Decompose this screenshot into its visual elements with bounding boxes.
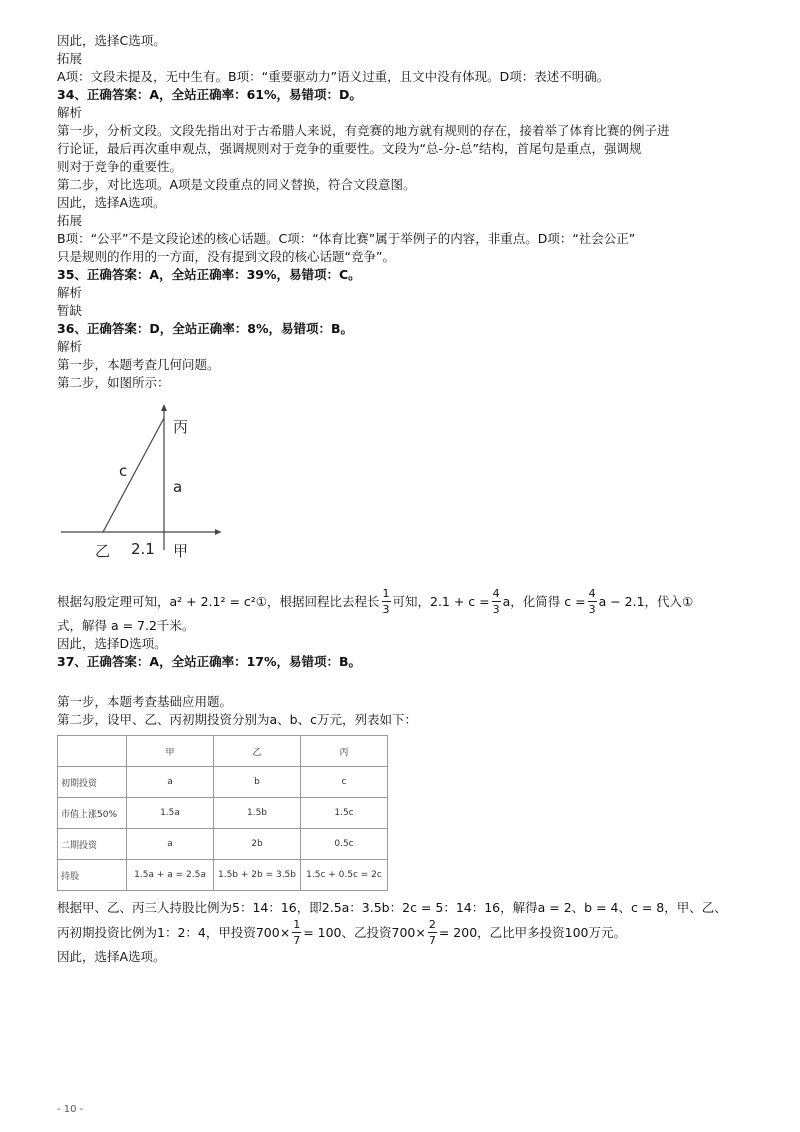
text-line: 只是规则的作用的一方面，没有提到文段的核心话题“竞争”。 bbox=[57, 249, 395, 264]
table-cell: 0.5c bbox=[301, 829, 388, 860]
text-segment: 根据勾股定理可知，a² + 2.1² = c²①，根据回程比去程长 bbox=[57, 593, 380, 609]
table-cell: 乙 bbox=[214, 736, 301, 767]
text-line: 暂缺 bbox=[57, 303, 83, 318]
fraction-numerator: 4 bbox=[588, 587, 596, 600]
table-cell: b bbox=[214, 767, 301, 798]
math-line bbox=[57, 917, 757, 948]
text-segment: a − 2.1，代入① bbox=[598, 593, 694, 609]
text-segment: a，化简得 c = bbox=[502, 593, 586, 609]
text-segment: = 100、乙投资700× bbox=[303, 924, 426, 940]
spacer bbox=[57, 671, 757, 693]
table-cell: c bbox=[301, 767, 388, 798]
text-line: 因此，选择A选项。 bbox=[57, 195, 166, 210]
table-cell: 1.5c + 0.5c = 2c bbox=[301, 860, 388, 891]
table-cell bbox=[58, 736, 127, 767]
fraction bbox=[588, 586, 597, 617]
table-row bbox=[58, 798, 388, 829]
label-yi: 乙 bbox=[95, 542, 111, 560]
text-line: 因此，选择C选项。 bbox=[57, 33, 166, 48]
q37-header: 37、正确答案：A，全站正确率：17%，易错项：B。 bbox=[57, 654, 362, 669]
table-cell: 二期投资 bbox=[58, 829, 127, 860]
label-a: a bbox=[173, 478, 183, 496]
table-cell: a bbox=[127, 829, 214, 860]
text-segment: 可知，2.1 + c = bbox=[392, 593, 490, 609]
section-label: 解析 bbox=[57, 339, 83, 354]
label-c: c bbox=[119, 462, 128, 480]
text-line: 第一步，本题考查基础应用题。 bbox=[57, 694, 233, 709]
fraction-denominator: 3 bbox=[588, 603, 596, 616]
table-cell: 1.5b bbox=[214, 798, 301, 829]
text-segment: 丙初期投资比例为1：2：4，甲投资700× bbox=[57, 924, 291, 940]
fraction-denominator: 3 bbox=[382, 603, 390, 616]
table-cell: 1.5c bbox=[301, 798, 388, 829]
fraction bbox=[292, 917, 301, 948]
text-line: 则对于竞争的重要性。 bbox=[57, 159, 183, 174]
table-cell: 1.5a + a = 2.5a bbox=[127, 860, 214, 891]
text-line: A项：文段未提及，无中生有。B项：“重要驱动力”语义过重，且文中没有体现。D项：表述不明确。 bbox=[57, 69, 610, 84]
table-row bbox=[58, 767, 388, 798]
table-cell: 丙 bbox=[301, 736, 388, 767]
text-line: 行论证，最后再次重申观点，强调规则对于竞争的重要性。文段为“总-分-总”结构，首尾句是重点，强调规 bbox=[57, 141, 642, 156]
fraction-denominator: 7 bbox=[428, 934, 436, 947]
table-row bbox=[58, 829, 388, 860]
table-cell: 初期投资 bbox=[58, 767, 127, 798]
fraction bbox=[428, 917, 437, 948]
document-page bbox=[57, 32, 757, 966]
section-label: 解析 bbox=[57, 105, 83, 120]
text-line: 式，解得 a = 7.2千米。 bbox=[57, 618, 195, 633]
text-line: 因此，选择D选项。 bbox=[57, 636, 167, 651]
text-line: 第一步，本题考查几何问题。 bbox=[57, 357, 220, 372]
fraction-denominator: 7 bbox=[293, 934, 301, 947]
page-number: - 10 - bbox=[57, 1104, 84, 1115]
section-label: 拓展 bbox=[57, 51, 83, 66]
table-cell: 1.5a bbox=[127, 798, 214, 829]
label-base: 2.1 bbox=[131, 540, 155, 558]
table-cell: 2b bbox=[214, 829, 301, 860]
label-bing: 丙 bbox=[173, 418, 189, 436]
section-label: 解析 bbox=[57, 285, 83, 300]
fraction bbox=[492, 586, 501, 617]
math-line bbox=[57, 586, 757, 617]
text-line: 第二步，对比选项。A项是文段重点的同义替换，符合文段意图。 bbox=[57, 177, 416, 192]
table-cell: 甲 bbox=[127, 736, 214, 767]
fraction-numerator: 4 bbox=[492, 587, 500, 600]
table-cell: 1.5b + 2b = 3.5b bbox=[214, 860, 301, 891]
text-line: 第二步，如图所示： bbox=[57, 375, 170, 390]
fraction-numerator: 1 bbox=[293, 918, 301, 931]
triangle-figure bbox=[61, 400, 241, 580]
table-header-row bbox=[58, 736, 388, 767]
q36-header: 36、正确答案：D，全站正确率：8%，易错项：B。 bbox=[57, 321, 354, 336]
table-cell: 市值上涨50% bbox=[58, 798, 127, 829]
q35-header: 35、正确答案：A，全站正确率：39%，易错项：C。 bbox=[57, 267, 361, 282]
q34-header: 34、正确答案：A，全站正确率：61%，易错项：D。 bbox=[57, 87, 362, 102]
fraction-numerator: 2 bbox=[428, 918, 436, 931]
text-line: 根据甲、乙、丙三人持股比例为5：14：16，即2.5a：3.5b：2c = 5：14：16，解得a = 2、b = 4、c = 8，甲、乙、 bbox=[57, 900, 727, 915]
fraction-numerator: 1 bbox=[382, 587, 390, 600]
table-cell: a bbox=[127, 767, 214, 798]
text-line: 因此，选择A选项。 bbox=[57, 949, 166, 964]
table-row bbox=[58, 860, 388, 891]
section-label: 拓展 bbox=[57, 213, 83, 228]
label-jia: 甲 bbox=[173, 542, 189, 560]
x-axis-arrow bbox=[215, 529, 221, 535]
table-cell: 持股 bbox=[58, 860, 127, 891]
investment-table bbox=[57, 735, 388, 891]
fraction-denominator: 3 bbox=[492, 603, 500, 616]
y-axis-arrow bbox=[161, 404, 167, 411]
text-line: 第一步，分析文段。文段先指出对于古希腊人来说，有竞赛的地方就有规则的存在，接着举了体育比赛的例子进 bbox=[57, 123, 670, 138]
hypotenuse-line bbox=[103, 418, 164, 532]
text-line: B项：“公平”不是文段论述的核心话题。C项：“体育比赛”属于举例子的内容，非重点。D项：“社会公正” bbox=[57, 231, 636, 246]
text-line: 第二步，设甲、乙、丙初期投资分别为a、b、c万元，列表如下： bbox=[57, 712, 417, 727]
fraction bbox=[382, 586, 391, 617]
text-segment: = 200，乙比甲多投资100万元。 bbox=[438, 924, 627, 940]
